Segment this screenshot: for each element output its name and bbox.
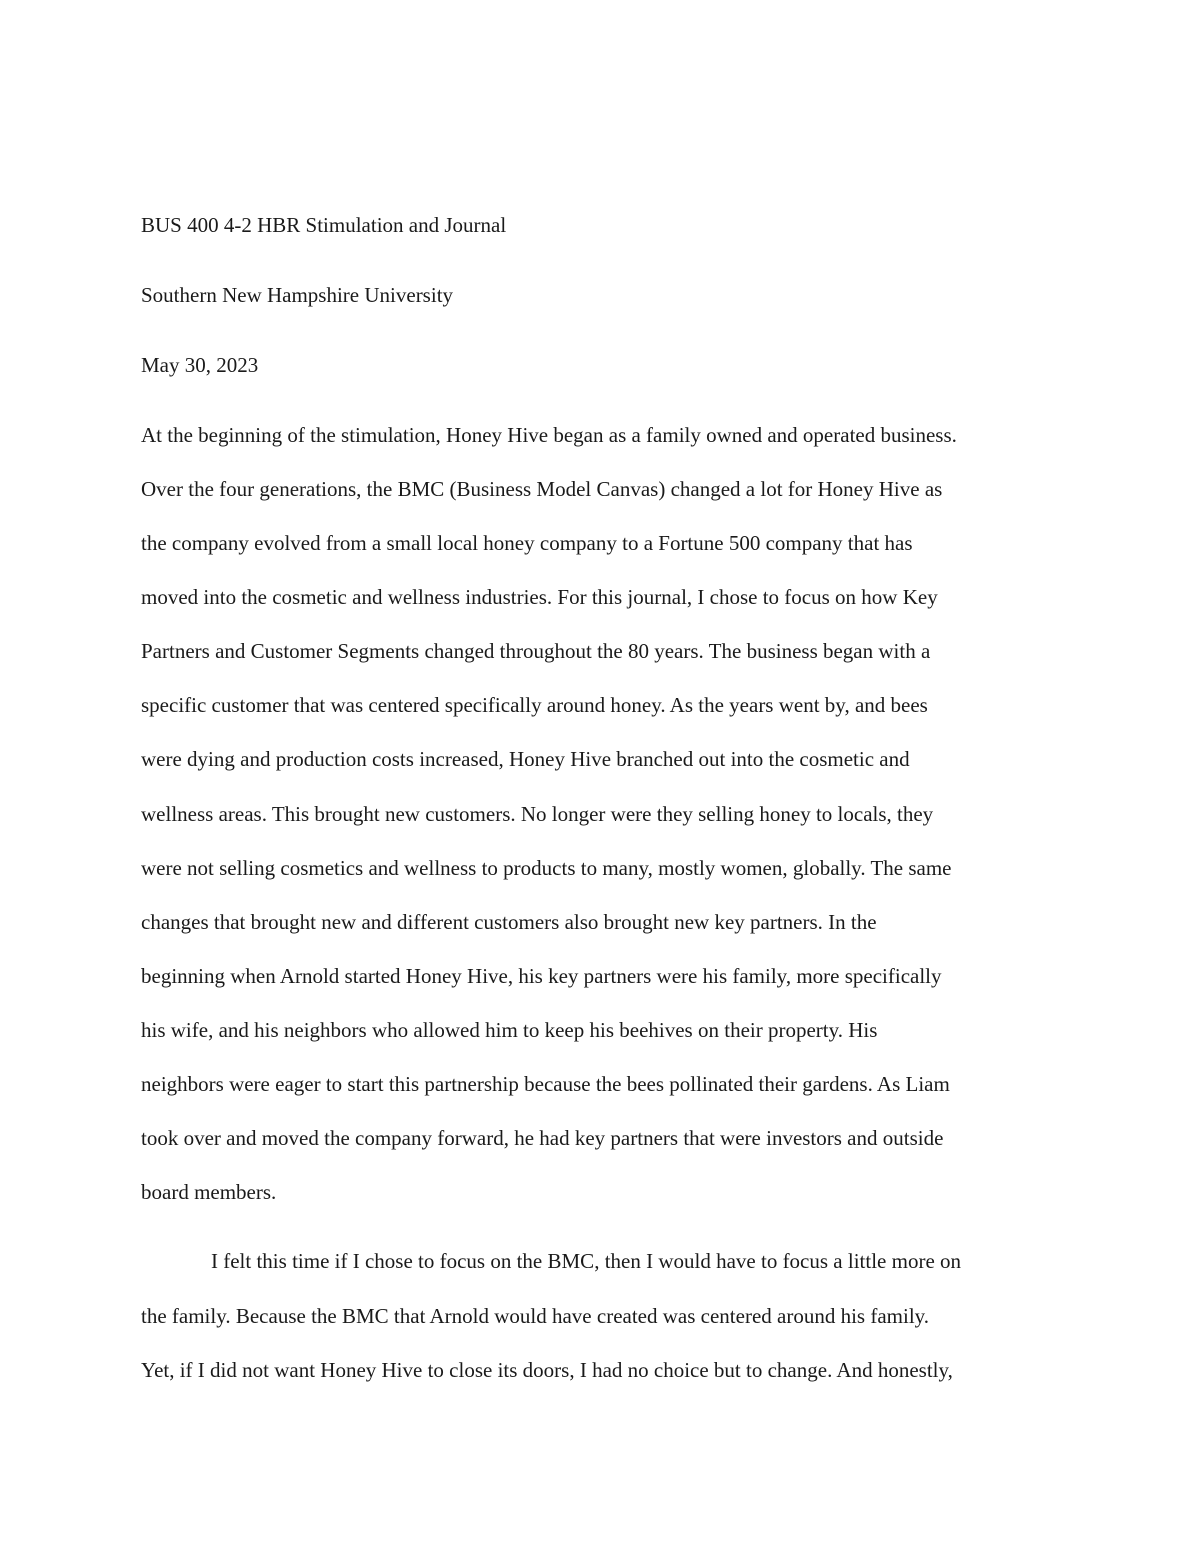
paragraph-line: the company evolved from a small local honey company to a Fortune 500 company that has	[141, 531, 913, 555]
document-title: BUS 400 4-2 HBR Stimulation and Journal	[141, 213, 507, 237]
paragraph-line: were not selling cosmetics and wellness to products to many, mostly women, globally. The same	[141, 856, 952, 880]
paragraph-line: neighbors were eager to start this partnership because the bees pollinated their gardens. As Liam	[141, 1072, 950, 1096]
institution-name: Southern New Hampshire University	[141, 283, 454, 307]
paragraph-line: moved into the cosmetic and wellness industries. For this journal, I chose to focus on how Key	[141, 585, 938, 609]
document-date: May 30, 2023	[141, 353, 259, 377]
paragraph-line: were dying and production costs increased, Honey Hive branched out into the cosmetic and	[141, 747, 910, 771]
paragraph-line: changes that brought new and different customers also brought new key partners. In the	[141, 910, 877, 934]
paragraph-line: specific customer that was centered specifically around honey. As the years went by, and bees	[141, 693, 928, 717]
paragraph-line: At the beginning of the stimulation, Honey Hive began as a family owned and operated business.	[141, 423, 957, 447]
paragraph-line: beginning when Arnold started Honey Hive, his key partners were his family, more specifically	[141, 964, 942, 988]
paragraph-line: board members.	[141, 1180, 277, 1204]
paragraph-line: his wife, and his neighbors who allowed him to keep his beehives on their property. His	[141, 1018, 878, 1042]
paragraph-line: Yet, if I did not want Honey Hive to close its doors, I had no choice but to change. And honestly,	[141, 1358, 953, 1382]
paragraph-line: I felt this time if I chose to focus on the BMC, then I would have to focus a little more on	[211, 1249, 962, 1273]
paragraph-line: wellness areas. This brought new customers. No longer were they selling honey to locals, they	[141, 802, 934, 826]
paragraph-line: the family. Because the BMC that Arnold would have created was centered around his family.	[141, 1304, 930, 1328]
paragraph-line: Partners and Customer Segments changed throughout the 80 years. The business began with a	[141, 639, 931, 663]
paragraph-line: Over the four generations, the BMC (Business Model Canvas) changed a lot for Honey Hive as	[141, 477, 943, 501]
paragraph-line: took over and moved the company forward, he had key partners that were investors and outside	[141, 1126, 944, 1150]
